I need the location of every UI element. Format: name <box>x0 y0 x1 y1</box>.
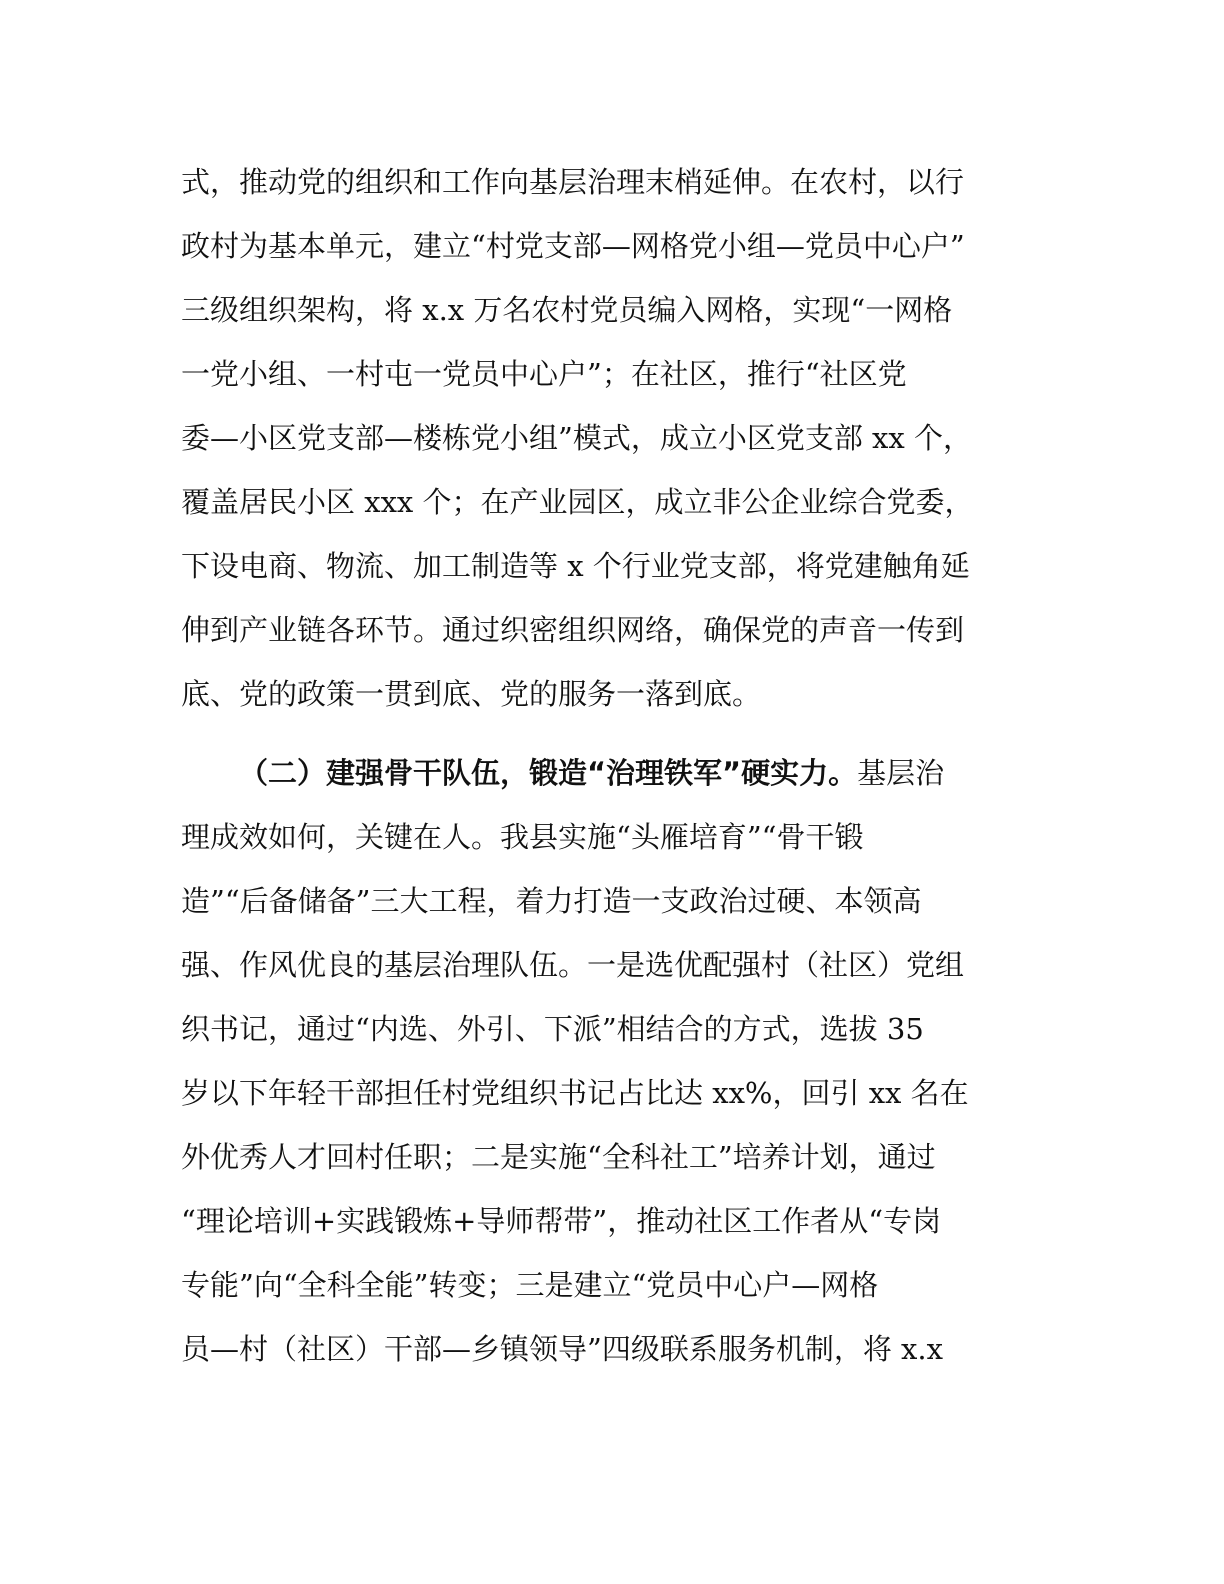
heading-line-rest: 基层治 <box>857 756 945 790</box>
paragraph-line: 造”“后备储备”三大工程，着力打造一支政治过硬、本领高 <box>181 884 922 918</box>
paragraph-line: 外优秀人才回村任职；二是实施“全科社工”培养计划，通过 <box>181 1140 936 1174</box>
paragraph-line: 下设电商、物流、加工制造等 x 个行业党支部，将党建触角延 <box>181 549 970 583</box>
paragraph-first-line <box>181 741 1061 805</box>
paragraph-line: 员—村（社区）干部—乡镇领导”四级联系服务机制，将 x.x <box>181 1332 943 1366</box>
paragraph-line: 岁以下年轻干部担任村党组织书记占比达 xx%，回引 xx 名在 <box>181 1076 969 1110</box>
paragraph-line: 强、作风优良的基层治理队伍。一是选优配强村（社区）党组 <box>181 948 965 982</box>
paragraph-line: 专能”向“全科全能”转变；三是建立“党员中心户—网格 <box>181 1268 879 1302</box>
paragraph-line: 伸到产业链各环节。通过织密组织网络，确保党的声音一传到 <box>181 613 965 647</box>
paragraph-line: 一党小组、一村屯一党员中心户”；在社区，推行“社区党 <box>181 357 907 391</box>
paragraph-line: 政村为基本单元，建立“村党支部—网格党小组—党员中心户” <box>181 229 965 263</box>
section-heading: （二）建强骨干队伍，锻造“治理铁军”硬实力。 <box>239 756 858 790</box>
paragraph-line: 底、党的政策一贯到底、党的服务一落到底。 <box>181 677 762 711</box>
paragraph-line: 理成效如何，关键在人。我县实施“头雁培育”“骨干锻 <box>181 820 864 854</box>
paragraph-line: 三级组织架构，将 x.x 万名农村党员编入网格，实现“一网格 <box>181 293 953 327</box>
paragraph-line: “理论培训+实践锻炼+导师帮带”，推动社区工作者从“专岗 <box>181 1204 942 1238</box>
paragraph-line: 委—小区党支部—楼栋党小组”模式，成立小区党支部 xx 个， <box>181 421 972 455</box>
paragraph-line: 式，推动党的组织和工作向基层治理末梢延伸。在农村，以行 <box>181 165 965 199</box>
paragraph-org-network <box>181 150 1061 726</box>
paragraph-line: 织书记，通过“内选、外引、下派”相结合的方式，选拔 35 <box>181 1012 924 1046</box>
paragraph-backbone-team <box>181 741 1061 1381</box>
paragraph-line: 覆盖居民小区 xxx 个；在产业园区，成立非公企业综合党委， <box>181 485 974 519</box>
